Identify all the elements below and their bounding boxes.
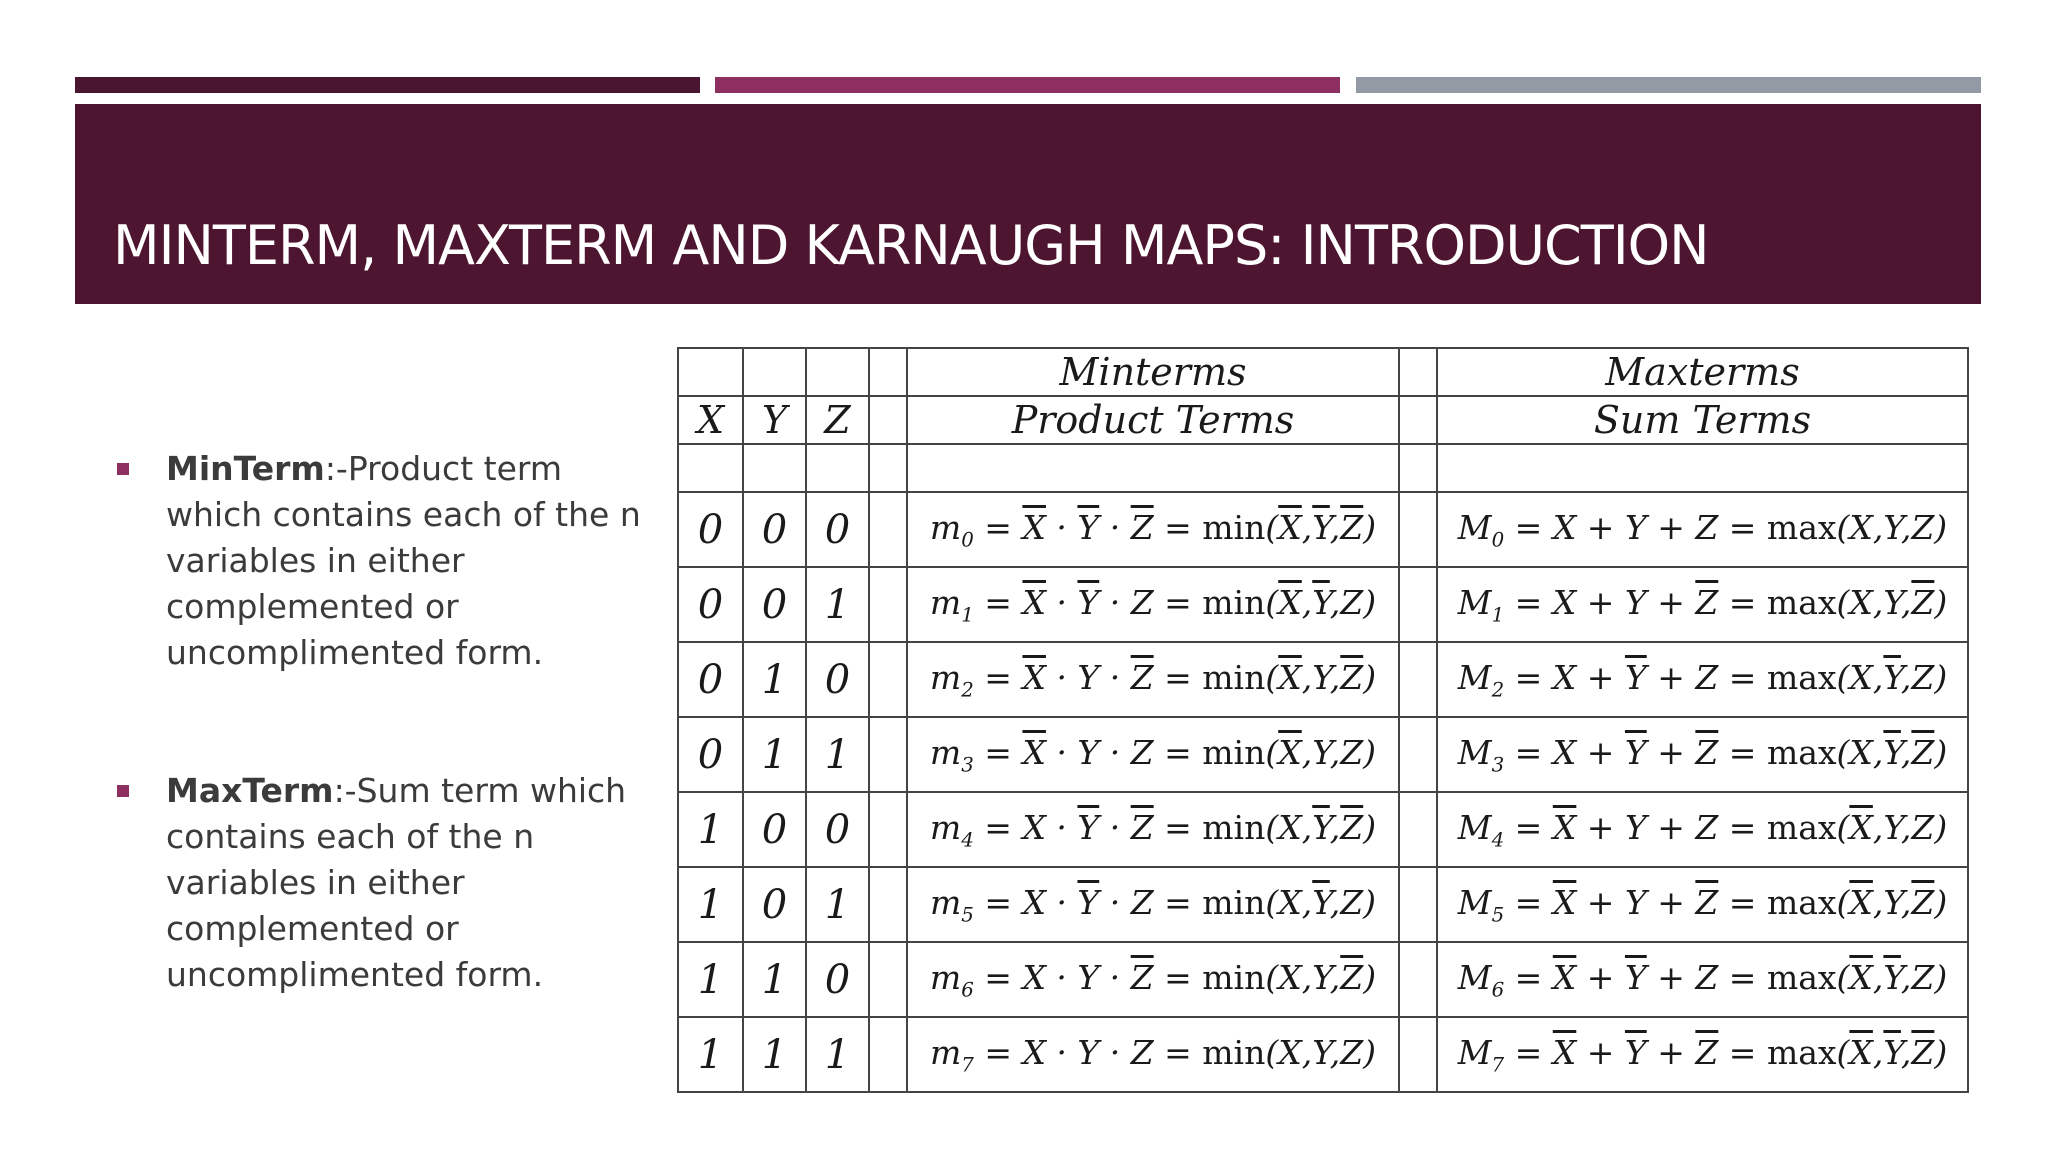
cell-y: 0 xyxy=(743,567,806,642)
minterm-maxterm-table xyxy=(677,347,1969,1093)
spacer-cell xyxy=(869,567,907,642)
cell-x: 0 xyxy=(678,492,743,567)
header-y: Y xyxy=(743,396,806,444)
minterm-expression: $m_3 = \overline{X} \cdot Y \cdot Z = \min(\overline{X},Y,Z)$ xyxy=(907,717,1399,792)
minterm-expression: $m_7 = X \cdot Y \cdot Z = \min(X,Y,Z)$ xyxy=(907,1017,1399,1092)
maxterm-expression: $M_5 = \overline{X} + Y + \overline{Z} = \max(\overline{X},Y,\overline{Z})$ xyxy=(1437,867,1968,942)
bullet-maxterm xyxy=(112,768,642,998)
table-row xyxy=(678,717,1968,792)
table-row xyxy=(678,867,1968,942)
bullet-term: MinTerm xyxy=(166,449,325,488)
blank-cell xyxy=(1399,444,1437,492)
cell-x: 1 xyxy=(678,942,743,1017)
table-row xyxy=(678,642,1968,717)
header-spacer xyxy=(678,348,743,396)
bullet-list xyxy=(112,446,642,998)
cell-y: 1 xyxy=(743,642,806,717)
minterm-expression: $m_2 = \overline{X} \cdot Y \cdot \overline{Z} = \min(\overline{X},Y,\overline{Z})$ xyxy=(907,642,1399,717)
spacer-cell xyxy=(869,792,907,867)
spacer-cell xyxy=(869,867,907,942)
header-z: Z xyxy=(806,396,869,444)
blank-cell xyxy=(907,444,1399,492)
spacer-cell xyxy=(869,492,907,567)
header-product-terms: Product Terms xyxy=(907,396,1399,444)
minterm-expression: $m_1 = \overline{X} \cdot \overline{Y} \cdot Z = \min(\overline{X},\overline{Y},Z)$ xyxy=(907,567,1399,642)
cell-y: 0 xyxy=(743,492,806,567)
maxterm-expression: $M_3 = X + \overline{Y} + \overline{Z} = \max(X,\overline{Y},\overline{Z})$ xyxy=(1437,717,1968,792)
cell-z: 0 xyxy=(806,942,869,1017)
maxterm-expression: $M_1 = X + Y + \overline{Z} = \max(X,Y,\overline{Z})$ xyxy=(1437,567,1968,642)
spacer-cell xyxy=(1399,867,1437,942)
spacer-cell xyxy=(1399,492,1437,567)
square-bullet-icon xyxy=(117,463,129,475)
maxterm-expression: $M_4 = \overline{X} + Y + Z = \max(\overline{X},Y,Z)$ xyxy=(1437,792,1968,867)
cell-z: 1 xyxy=(806,567,869,642)
spacer-cell xyxy=(1399,642,1437,717)
title-band xyxy=(75,104,1981,304)
cell-z: 1 xyxy=(806,1017,869,1092)
bullet-minterm xyxy=(112,446,642,676)
spacer-cell xyxy=(1399,1017,1437,1092)
maxterm-expression: $M_2 = X + \overline{Y} + Z = \max(X,\overline{Y},Z)$ xyxy=(1437,642,1968,717)
blank-cell xyxy=(678,444,743,492)
minterm-expression: $m_0 = \overline{X} \cdot \overline{Y} \cdot \overline{Z} = \min(\overline{X},\overline{Y},\overline{Z})$ xyxy=(907,492,1399,567)
minterm-expression: $m_6 = X \cdot Y \cdot \overline{Z} = \min(X,Y,\overline{Z})$ xyxy=(907,942,1399,1017)
cell-x: 1 xyxy=(678,1017,743,1092)
bullet-text: :-Sum term which contains each of the n variables in either complemented or uncomplimented form. xyxy=(166,771,627,994)
header-spacer xyxy=(806,348,869,396)
spacer-cell xyxy=(1399,792,1437,867)
slide-title: MINTERM, MAXTERM AND KARNAUGH MAPS: INTRODUCTION xyxy=(113,214,1709,277)
cell-y: 1 xyxy=(743,1017,806,1092)
header-minterms: Minterms xyxy=(907,348,1399,396)
spacer-cell xyxy=(1399,717,1437,792)
header-sum-terms: Sum Terms xyxy=(1437,396,1968,444)
cell-z: 1 xyxy=(806,867,869,942)
cell-z: 0 xyxy=(806,492,869,567)
cell-z: 0 xyxy=(806,642,869,717)
cell-y: 1 xyxy=(743,942,806,1017)
cell-y: 0 xyxy=(743,792,806,867)
header-spacer xyxy=(869,348,907,396)
spacer-cell xyxy=(869,942,907,1017)
cell-x: 0 xyxy=(678,567,743,642)
table-row xyxy=(678,567,1968,642)
minterm-expression: $m_5 = X \cdot \overline{Y} \cdot Z = \min(X,\overline{Y},Z)$ xyxy=(907,867,1399,942)
header-spacer xyxy=(1399,348,1437,396)
spacer-cell xyxy=(1399,567,1437,642)
table-row xyxy=(678,942,1968,1017)
header-spacer xyxy=(869,396,907,444)
cell-z: 0 xyxy=(806,792,869,867)
cell-z: 1 xyxy=(806,717,869,792)
header-spacer xyxy=(743,348,806,396)
spacer-cell xyxy=(869,1017,907,1092)
blank-cell xyxy=(806,444,869,492)
accent-bar-magenta xyxy=(715,77,1340,93)
term-rows xyxy=(678,492,1968,1092)
spacer-cell xyxy=(869,642,907,717)
blank-cell xyxy=(1437,444,1968,492)
maxterm-expression: $M_7 = \overline{X} + \overline{Y} + \overline{Z} = \max(\overline{X},\overline{Y},\overline{Z})$ xyxy=(1437,1017,1968,1092)
cell-x: 1 xyxy=(678,867,743,942)
minterm-expression: $m_4 = X \cdot \overline{Y} \cdot \overline{Z} = \min(X,\overline{Y},\overline{Z})$ xyxy=(907,792,1399,867)
blank-cell xyxy=(743,444,806,492)
cell-x: 0 xyxy=(678,642,743,717)
header-spacer xyxy=(1399,396,1437,444)
table-row xyxy=(678,492,1968,567)
table-row xyxy=(678,792,1968,867)
spacer-cell xyxy=(1399,942,1437,1017)
square-bullet-icon xyxy=(117,785,129,797)
spacer-cell xyxy=(869,717,907,792)
accent-bar-dark xyxy=(75,77,700,93)
maxterm-expression: $M_0 = X + Y + Z = \max(X,Y,Z)$ xyxy=(1437,492,1968,567)
cell-x: 0 xyxy=(678,717,743,792)
cell-y: 1 xyxy=(743,717,806,792)
bullet-text: :-Product term which contains each of the n variables in either complemented or uncomplimented form. xyxy=(166,449,641,672)
maxterm-expression: $M_6 = \overline{X} + \overline{Y} + Z = \max(\overline{X},\overline{Y},Z)$ xyxy=(1437,942,1968,1017)
blank-cell xyxy=(869,444,907,492)
table-row xyxy=(678,1017,1968,1092)
header-x: X xyxy=(678,396,743,444)
accent-bar-gray xyxy=(1356,77,1981,93)
bullet-term: MaxTerm xyxy=(166,771,334,810)
header-maxterms: Maxterms xyxy=(1437,348,1968,396)
cell-y: 0 xyxy=(743,867,806,942)
cell-x: 1 xyxy=(678,792,743,867)
